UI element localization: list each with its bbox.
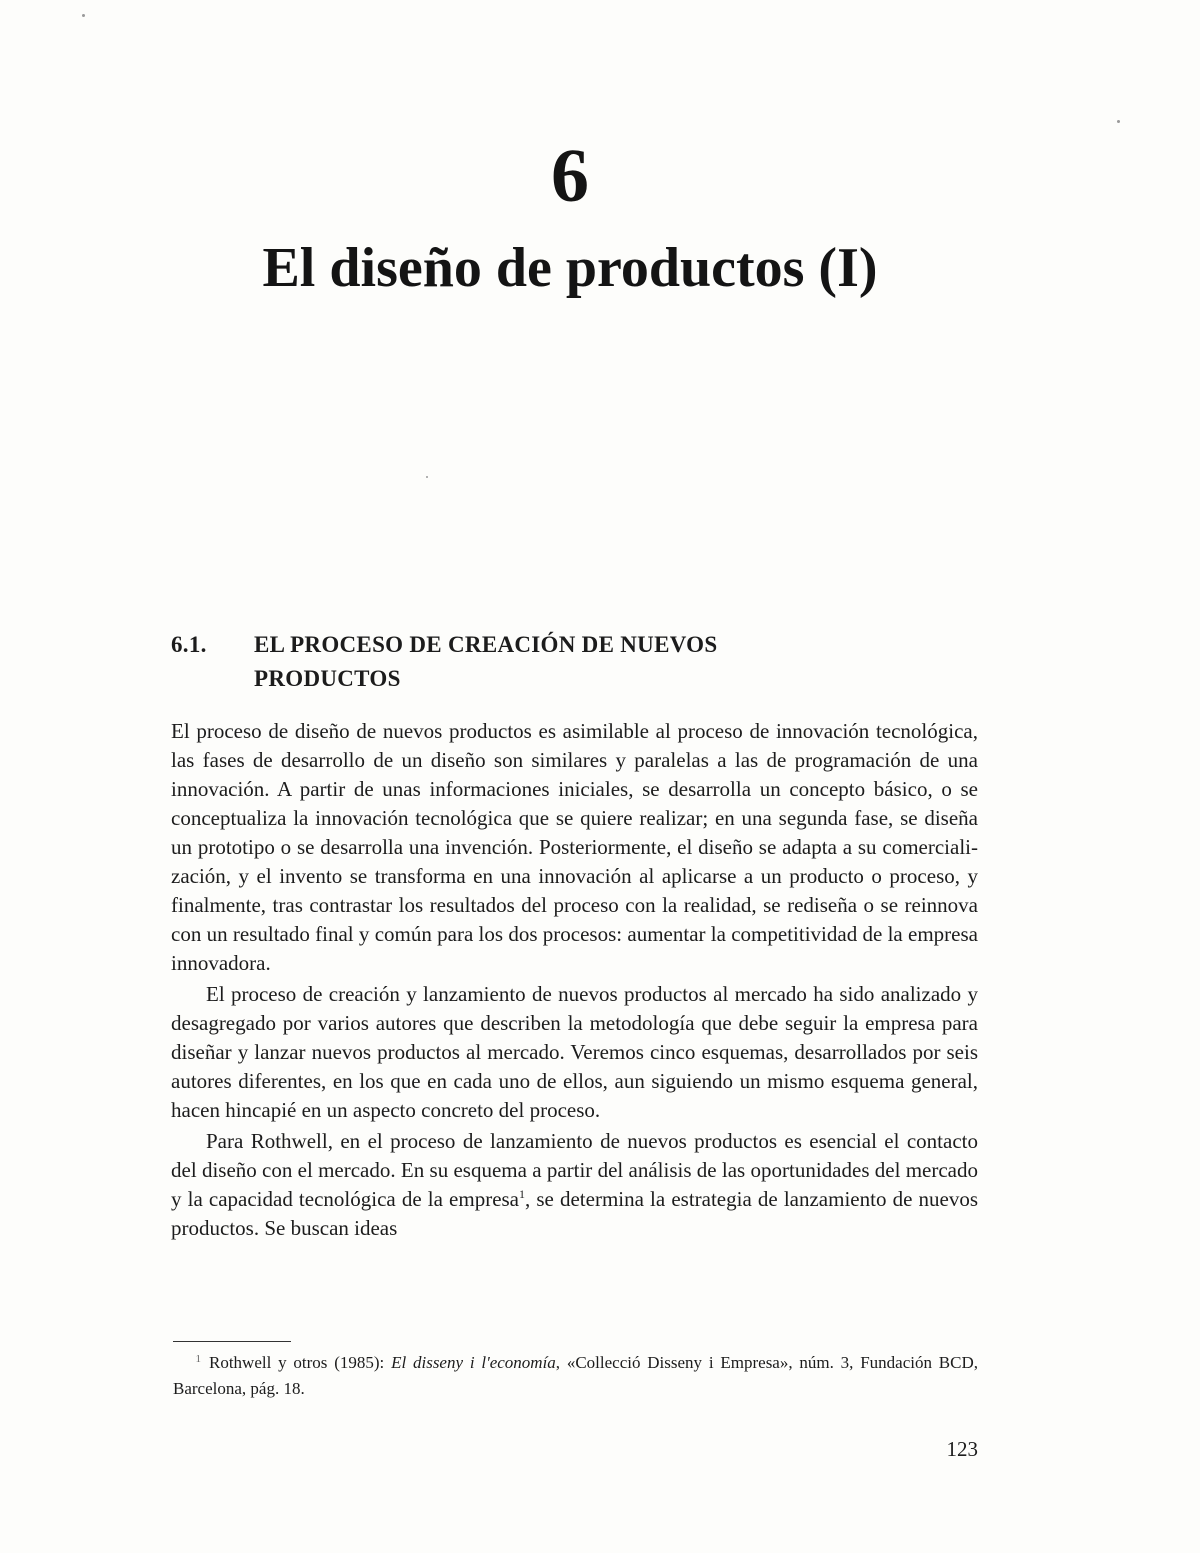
body-text	[171, 717, 978, 1245]
footnote-divider	[173, 1341, 291, 1342]
paragraph-1: El proceso de diseño de nuevos productos es asimilable al proceso de innovación tecnológica, las fases de desarrollo de un diseño son similares y paralelas a las de programación de una innovación. A partir de unas informaciones iniciales, se desarrolla un concepto básico, o se conceptualiza la innovación tecnológica que se quiere realizar; en una segunda fase, se diseña un prototipo o se desarrolla una invención. Posteriormente, el diseño se adapta a su comercialización, y el invento se transforma en una innovación al aplicarse a un producto o proceso, y finalmente, tras contrastar los resultados del proceso con la realidad, se rediseña o se reinnova con un resultado final y común para los dos procesos: aumentar la competitividad de la empresa innovadora.	[171, 719, 978, 975]
scan-speck	[426, 476, 428, 478]
footnote-reference: 1	[519, 1187, 526, 1201]
scan-speck	[1117, 120, 1120, 123]
scan-speck	[82, 14, 85, 17]
paragraph-2: El proceso de creación y lanzamiento de nuevos productos al mercado ha sido analizado y desagregado por varios autores que describen la metodología que debe seguir la empresa para diseñar y lanzar nuevos productos al mercado. Veremos cinco esquemas, desarrollados por seis autores diferentes, en los que en cada uno de ellos, aun siguiendo un mismo esquema general, hacen hincapié en un aspecto concreto del proceso.	[171, 982, 978, 1122]
paragraph-3	[171, 1127, 978, 1243]
section-number: 6.1.	[171, 632, 207, 657]
chapter-number: 6	[551, 134, 589, 218]
footnote: 1 Rothwell y otros (1985): El disseny i l'economía, «Collecció Disseny i Empresa», núm. 3, Fundación BCD, Barcelona, pág. 18.	[173, 1353, 978, 1398]
footnote-work-title: El disseny i l'economía	[391, 1353, 556, 1372]
page-number: 123	[946, 1437, 978, 1461]
footnote-authors: Rothwell y otros (1985):	[209, 1353, 392, 1372]
footnote-details: , «Collecció Disseny i Empresa», núm. 3, Fundación BCD, Barcelona, pág. 18.	[173, 1353, 978, 1398]
section-title: EL PROCESO DE CREACIÓN DE NUEVOS PRODUCTOS	[254, 632, 718, 691]
paragraph-3-text: Para Rothwell, en el proceso de lanzamiento de nuevos productos es esencial el contacto del diseño con el mercado. En su esquema a partir del análisis de las oportunidades del mercado y la capacidad tecnológica de la empresa	[171, 1129, 978, 1211]
paragraph-3-continuation: , se determina la estrategia de lanzamiento de nuevos productos. Se buscan ideas	[171, 1187, 978, 1240]
chapter-title: El diseño de productos (I)	[262, 237, 878, 299]
